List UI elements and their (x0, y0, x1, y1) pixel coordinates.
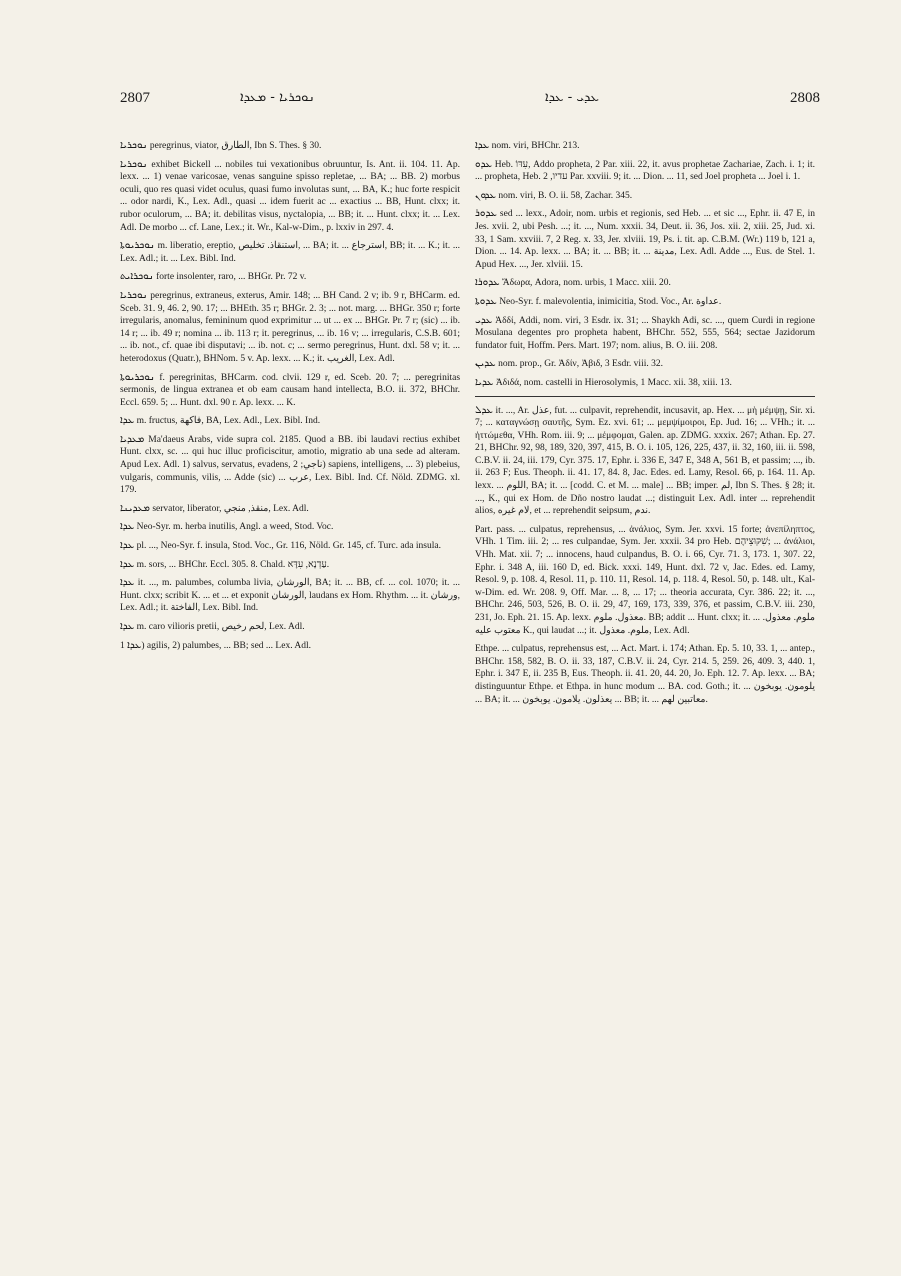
entry-definition: it. ..., Ar. عذل, fut. ... culpavit, reprehendit, incusavit, ap. Hex. ... μὴ μέμψῃ, Sir. xi. 7; ... καταγνώσῃ σαυτῆς, Sym. Ez. xvi. 61; ... μεμψίμοιροι, Ep. Jud. 16; ... VHh.; it. ... ἡττώμεθα, VHh. Rom. iii. 9; ... μέμφομαι, Galen. ap. ZDMG. xxxix. 267; Athan. Ep. 27. 21, BHChr. 92, 98, 189, 320, 397, 415, B. O. i. 105, 126, 225, 437, ii. 32, 160, iii. ii. 598, C.B.V. ii. 24, iii. 179, Cyr. 375. 17, Ephr. i. 336 E, 347 E, 348 A, 561 B, et passim; ..., ib. ii. 263 F; Eus. Theoph. ii. 41. 17, 84. 8, Jac. Edes. ed. Lamy, Resol. 66, p. 164. 11. Ap. lexx. ... اللوم, BA; it. ... [codd. C. et M. ... male] ... BB; imper. لم, Ibn S. Thes. § 28; it. ..., K., qui ex Hom. de Dño nostro laudat ...; distinguit Lex. Adl. inter ... reprehendit alios, لام غيره, et ... reprehendit seipsum, ندم. (475, 405, 818, 517)
entry-definition: peregrinus, extraneus, exterus, Amir. 148; ... BH Cand. 2 v; ib. 9 r, BHCarm. ed. Sceb. 31. 9, 46. 2, 90. 17; ... BHEth. 35 r; BHGr. 2. 3; ... not. marg. ... BHGr. 350 r; forte irregularis, anomalus, femininum quod exprimitur ... ut ... ex ... BHGr. Pr. 7 r; (sic) ... ib. 14 r; ... ib. 49 r; nomina ... ib. 113 r; it. peregrinus, ... ib. 16 v; ... irregularis, C.S.B. 601; ... ib. not., cf. quae ibi disputavi; ... ib. not. c; ... sermo peregrinus, Hunt. dxl. 58 v; it. ... heterodoxus (Quatr.), BHNom. 5 v. Ap. lexx. ... K.; it. الغريب, Lex. Adl. (120, 290, 463, 364)
entry-definition: Neo-Syr. f. malevolentia, inimicitia, Stod. Voc., Ar. عداوة. (499, 296, 722, 307)
dictionary-entry (120, 640, 460, 653)
dictionary-entry (120, 415, 460, 428)
entry-headword: ܥܕܐ (120, 540, 135, 552)
entry-definition: m. liberatio, ereptio, استنقاذ. تخليص, ... BA; it. ... استرجاع, BB; it. ... K.; it. ... Lex. Adl.; it. ... Lex. Bibl. Ind. (120, 241, 463, 264)
dictionary-entry (120, 140, 460, 153)
dictionary-entry (120, 371, 463, 410)
entry-headword: ܢܘܟܪܝܐ (120, 140, 148, 151)
entry-definition: exhibet Bickell ... nobiles tui vexationibus obruuntur, Is. Ant. ii. 104. 11. Ap. lexx. ... 1) venae varicosae, venas sanguine spisso repletae, ... BA; ... BB. 2) morbus oculi, quo res quasi videt oculus, quasi fumo involutas sunt, ... BA, K.; huc forte respicit ... odor nardi, K., Lex. Adl., quasi ... idem fuerit ac ... exactius ... BB, Hunt. clxx; it. rubor oculorum, ... BA; it. debilitas visus, nyctalopia, ... BB; it. ... Hunt. clxx; it. ... Lex. Adl. De morbo ... cf. Lane, Lex.; it. Wr., Kal-w-Dim., p. lxxiv in 297. 4. (120, 159, 463, 233)
entry-headword: ܢܘܟܪܝܘܬܐ (120, 240, 155, 252)
entry-headword: ܥܕܘܪܐ (475, 277, 500, 289)
entry-headword: ܥܕܘ (475, 158, 493, 170)
dictionary-entry (475, 190, 815, 203)
right-running-head: ܥܕܝ - ܥܕܐ (545, 90, 599, 105)
entry-headword: ܢܘܟܪܐܝܬ (120, 271, 154, 283)
entry-definition: Neo-Syr. m. herba inutilis, Angl. a weed, Stod. Voc. (136, 522, 334, 533)
dictionary-entry (120, 271, 460, 284)
entry-definition: m. fructus, فاكهة, BA, Lex. Adl., Lex. Bibl. Ind. (136, 416, 321, 427)
entry-headword: ܢܘܟܪܝܐ (120, 289, 148, 301)
dictionary-entry (120, 621, 460, 634)
entry-headword: ܡܥܕܝܐ (120, 433, 145, 445)
dictionary-entry (475, 158, 818, 184)
entry-headword: ܢܘܟܪܝܐ (120, 158, 148, 170)
entry-headword: ܢܘܟܪܝܘܬܐ (120, 371, 155, 383)
entry-definition: Ethpe. ... culpatus, reprehensus est, ... Act. Mart. i. 174; Athan. Ep. 5. 10, 33. 1, ... antep., BHChr. 158, 582, B. O. ii. 33, 187, C.B.V. ii. 24, Cyr. 214. 5, 259. 26, 409. 3, 440. 1, Ephr. i. 347 E, ii. 235 B, Eus. Theoph. ii. 41. 20, 44. 20, Jo. Eph. 12. 7. Ap. lexx. ... BA; distinguuntur Ethpe. et Ethpa. in hunc modum ... BA. cod. Goth.; it. ... يلومون. يوبخون ... BA; it. ... يعذلون. يلامون. يوبخون ... BB; it. ... معاتبين لهم. (475, 644, 818, 705)
section-divider (475, 396, 815, 397)
entry-definition: 1) agilis, 2) palumbes, ... BB; sed ... Lex. Adl. (120, 640, 312, 651)
dictionary-entry (475, 377, 815, 390)
entry-headword: ܥܕܝܐ (475, 376, 494, 388)
entry-definition: servator, liberator, منقذ, منجي, Lex. Adl. (152, 503, 309, 514)
entry-headword: ܥܕܠ (475, 404, 493, 416)
right-column (475, 140, 818, 712)
dictionary-entry (120, 158, 463, 235)
entry-headword: ܥܕܐ (127, 639, 142, 651)
dictionary-entry (120, 559, 460, 572)
dictionary-entry (475, 208, 818, 271)
dictionary-entry (475, 643, 818, 706)
dictionary-entry (475, 358, 815, 371)
entry-definition: Ma'daeus Arabs, vide supra col. 2185. Quod a BB. ibi laudavi rectius exhibet Hunt. clxx, sc. ... qui huc illuc proficiscitur, amotio, migratio ab una sede ad alteram. Apud Lex. Adl. 1) salvus, servatus, evadens, ناجي; 2) sapiens, intelligens, ... 3) plebeius, vulgaris, communis, vilis, ... Adde (sic) ... عرب, Lex. Bibl. Ind. Cf. Nöld. ZDMG. xl. 179. (120, 434, 463, 496)
entry-definition: Part. pass. ... culpatus, reprehensus, ... ἀνάλιος, Sym. Jer. xxvi. 15 forte; ἀνεπίληπτος, VHh. 1 Tim. iii. 2; ... res culpandae, Sym. Jer. xxxii. 34 pro Heb. שִׁקּוּצֵיהֶם; ... ἀνάλιοι, VHh. Mat. xii. 7; ... innocens, haud culpandus, B. O. i. 66, Cyr. 71. 3, 173. 1, 307. 22, Ephr. i. 348 A, iii. 160 D, ed. Bick. xxxi. 149, Hunt. dxl. 72 v, Jac. Edes. ed. Lamy, Resol. 9, p. 108. 4, Resol. 11, p. 110. 11, Resol. 14, p. 118. 4, Resol. 50, p. 148. ult., Kal-w-Dim. ed. Wr. 208. 9, Off. Mar. ... 8, ... 17; ... theoria accurata, Cyr. 386. 22; it. ..., BHChr. 246, 503, 526, B. O. ii. 29, 47, 169, 173, 339, 376, et passim, C.B.V. iii. 230, 231, Jo. Eph. 21. 15. Ap. lexx. معذول. ملوم. BB; addit ... Hunt. clxx; it. ... ملوم. معذول. معتوب عليه K., qui laudat ...; it. ملوم. معذول, Lex. Adl. (475, 524, 818, 636)
entry-headword: ܥܕܝ (475, 314, 493, 326)
entry-headword: ܥܕܐ (120, 521, 135, 533)
entry-definition: nom. prop., Gr. Ἀδίν, Ἀβιδ, 3 Esdr. viii. 32. (498, 359, 663, 370)
left-running-head: ܢܘܟܪܝܐ - ܡܥܕܐ (240, 90, 315, 105)
entry-definition: Ἄδωρα, Adora, nom. urbis, 1 Macc. xiii. 20. (502, 278, 671, 289)
dictionary-entry (475, 524, 818, 637)
entry-definition: forte insolenter, raro, ... BHGr. Pr. 72 v. (156, 272, 307, 283)
right-page-number: 2808 (790, 90, 820, 106)
dictionary-entry (120, 577, 463, 615)
entry-definition: peregrinus, viator, الطارق, Ibn S. Thes. § 30. (149, 141, 322, 151)
dictionary-entry (475, 296, 815, 309)
dictionary-entry (120, 503, 460, 516)
entry-headword: ܥܕܘܢ (475, 189, 496, 201)
dictionary-entry (475, 140, 815, 153)
left-page-number: 2807 (120, 90, 150, 106)
dictionary-entry (120, 433, 463, 497)
entry-headword: ܥܕܝܢ (475, 358, 496, 370)
dictionary-entry (475, 404, 818, 518)
entry-definition: Ἀδιδά, nom. castelli in Hierosolymis, 1 Macc. xii. 38, xiii. 13. (495, 377, 732, 388)
dictionary-entry (120, 521, 460, 534)
dictionary-entry (120, 289, 463, 366)
entry-definition: it. ..., m. palumbes, columba livia, الورشان, BA; it. ... BB, cf. ... col. 1070; it. ... Hunt. clxx; scribit K. ... et ... et exponit الورشان, laudans ex Hom. Rhythm. ... it. ورشان, Lex. Adl.; it. الفاختة, Lex. Bibl. Ind. (120, 578, 463, 614)
entry-definition: nom. viri, B. O. ii. 58, Zachar. 345. (498, 190, 633, 201)
entry-headword: ܡܥܕܝܢܐ (120, 502, 150, 514)
dictionary-entry (120, 240, 463, 265)
entry-definition: sed ... lexx., Adoir, nom. urbis et regionis, sed Heb. ... et sic ..., Ephr. ii. 47 E, in Jes. xvii. 2, ubi Pesh. ...; it. ..., Num. xxxii. 34, Deut. ii. 36, Jos. xii. 2, xiii. 25, Jud. xi. 33, 1 Sam. xxviii. 7, 2 Reg. x. 33, Jer. xlviii. 19, Ps. i. tit. ap. C.B.M. (Wr.) 119 b, 121 a, Dion. ... 14. Ap. lexx. ... BA; it. ... BB; it. ... مدينة, Lex. Adl. Adde ..., Eus. de Stel. 1. Apud Hex. ..., Jer. xlviii. 15. (475, 209, 818, 270)
entry-headword: ܥܕܐ (120, 415, 135, 427)
entry-definition: Ἀδδί, Addi, nom. viri, 3 Esdr. ix. 31; ... Shaykh Adi, sc. ..., quem Curdi in regione Mosulana degentes pro propheta habent, BHChr. 552, 555, 564; sectae Jazidorum fundator fuit, Hoffm. Pers. Mart. 197; nom. alius, B. O. iii. 208. (475, 315, 818, 351)
entry-definition: nom. viri, BHChr. 213. (491, 141, 580, 151)
dictionary-entry (475, 314, 818, 353)
entry-definition: m. caro vilioris pretii, لحم رخيص, Lex. Adl. (136, 622, 305, 632)
entry-definition: pl. ..., Neo-Syr. f. insula, Stod. Voc., Gr. 116, Nöld. Gr. 145, cf. Turc. ada insula. (136, 541, 441, 552)
entry-definition: f. peregrinitas, BHCarm. cod. clvii. 129 r, ed. Sceb. 20. 7; ... peregrinitas sermonis, de lingua extranea et ob eam causam hand intellecta, B.O. ii. 372, BHChr. Eccl. 659. 5; ... Hunt. dxl. 90 r. Ap. lexx. ... K. (120, 372, 463, 408)
entry-definition: m. sors, ... BHChr. Eccl. 305. 8. Chald. עַדְנָא, עִדָּא. (136, 559, 330, 570)
dictionary-entry (475, 277, 815, 290)
entry-headword: ܥܕܘܬܐ (475, 295, 497, 307)
entry-headword: ܥܕܐ (120, 621, 135, 632)
dictionary-entry (120, 540, 460, 553)
entry-headword: ܥܕܐ (120, 577, 135, 589)
page-header (120, 90, 820, 120)
entry-headword: ܥܕܐ (475, 140, 490, 151)
left-column (120, 140, 463, 658)
entry-headword: ܥܕܐ (120, 558, 135, 570)
entry-definition: Heb. עִדּוֹ, Addo propheta, 2 Par. xiii. 22, it. avus prophetae Zachariae, Zach. i. 1; it. ... propheta, Heb. עדיו, 2 Par. xxviii. 9; it. ... Dion. ... 11, sed Joel propheta ... Joel i. 1. (475, 159, 818, 183)
entry-headword: ܥܕܘܪ (475, 208, 497, 220)
